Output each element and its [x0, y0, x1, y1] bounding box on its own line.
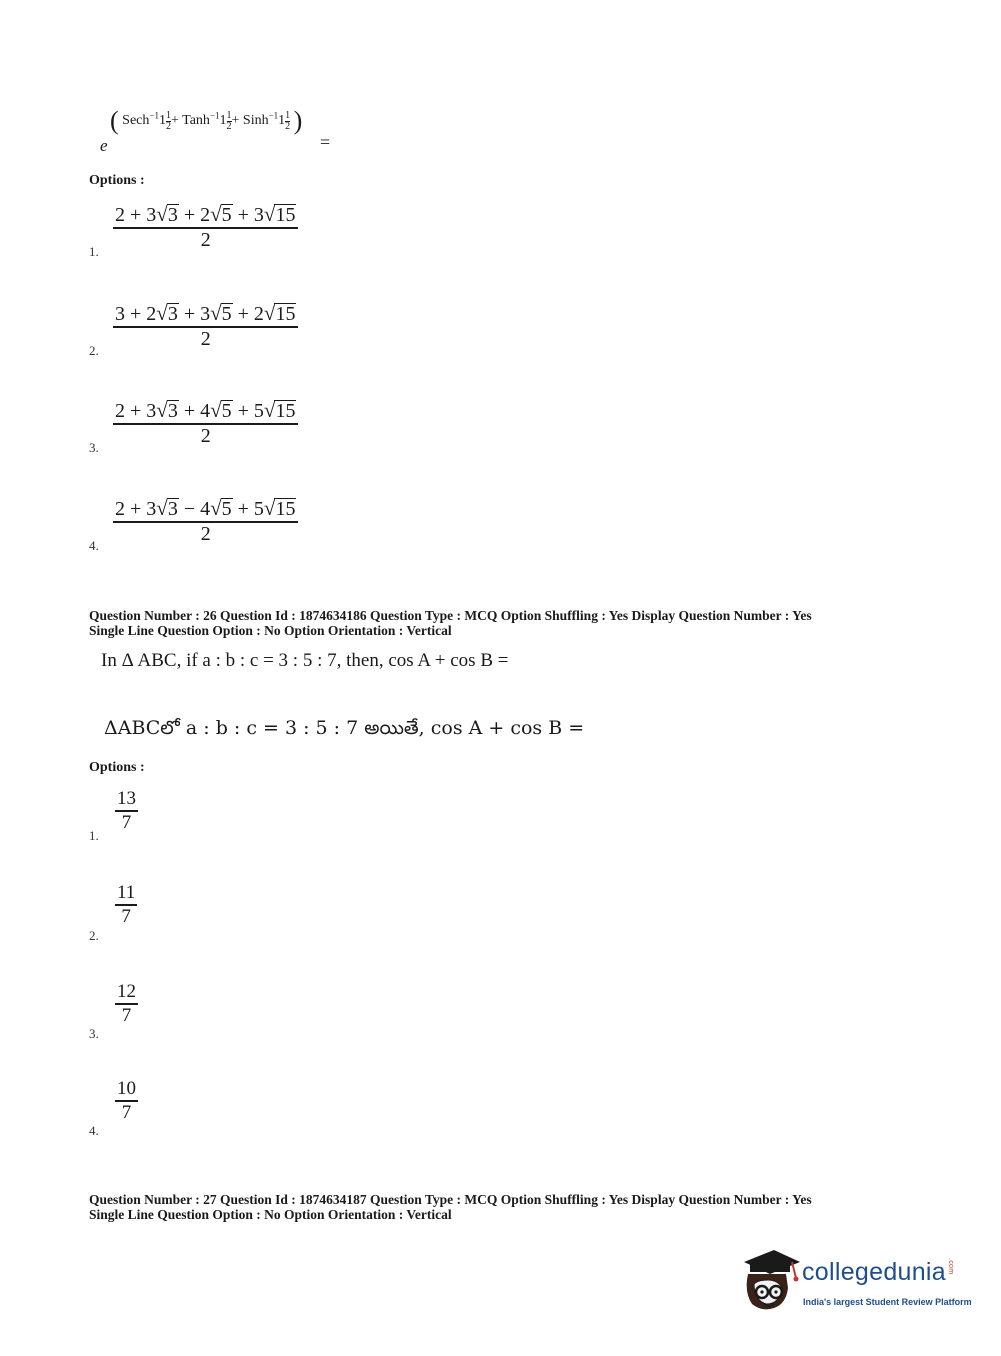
- option-number: 4.: [89, 1123, 99, 1138]
- q26-meta-line-1: Question Number : 26 Question Id : 1874634186 Question Type : MCQ Option Shuffling : Yes Display Question Number : Yes: [89, 608, 812, 623]
- q25-exponent: [110, 106, 302, 136]
- option-fraction: 12 7: [117, 981, 136, 1026]
- logo-suffix: .com: [947, 1258, 954, 1275]
- q26-meta-line-2: Single Line Question Option : No Option Orientation : Vertical: [89, 623, 452, 638]
- q25-term-2: Tanh$^{-1}$1 $\frac{1}{2}$ +: [182, 109, 240, 132]
- q25-term-3: Sinh$^{-1}$1 $\frac{1}{2}$: [242, 109, 291, 132]
- option-fraction: 2 + 3√3 + 4√5 + 5√15 2: [113, 398, 298, 448]
- q26-meta: [89, 608, 812, 638]
- q27-meta-line-2: Single Line Question Option : No Option Orientation : Vertical: [89, 1207, 452, 1222]
- q26-text-english: In Δ ABC, if a : b : c = 3 : 5 : 7, then, cos A + cos B =: [101, 650, 509, 671]
- option-number: 2.: [89, 928, 99, 943]
- option-fraction: 2 + 3√3 + 2√5 + 3√15 2: [113, 202, 298, 252]
- option-number: 4.: [89, 538, 99, 553]
- logo-wordmark: collegedunia.com: [802, 1258, 954, 1286]
- q25-equals: =: [320, 132, 331, 152]
- option-number: 3.: [89, 1026, 99, 1041]
- option-fraction: 11 7: [117, 882, 136, 927]
- q25-expression: [98, 100, 358, 160]
- option-fraction: 3 + 2√3 + 3√5 + 2√15 2: [113, 301, 298, 351]
- q25-base: e: [100, 136, 108, 155]
- q27-meta: [89, 1192, 812, 1222]
- q27-meta-line-1: Question Number : 27 Question Id : 1874634187 Question Type : MCQ Option Shuffling : Yes Display Question Number : Yes: [89, 1192, 812, 1207]
- option-number: 1.: [89, 244, 99, 259]
- q25-options-label: Options :: [89, 173, 145, 188]
- option-number: 3.: [89, 440, 99, 455]
- option-fraction: 13 7: [117, 788, 136, 833]
- logo-tagline: India's largest Student Review Platform: [803, 1297, 972, 1307]
- option-fraction: 2 + 3√3 − 4√5 + 5√15 2: [113, 496, 298, 546]
- option-number: 1.: [89, 828, 99, 843]
- q26-text-telugu: ΔABCలో a : b : c = 3 : 5 : 7 అయితే, cos A + cos B =: [104, 717, 585, 739]
- collegedunia-logo[interactable]: [740, 1248, 970, 1318]
- q25-rparen: ): [293, 106, 303, 135]
- q25-lparen: (: [110, 106, 119, 135]
- option-number: 2.: [89, 343, 99, 358]
- q26-options-label: Options :: [89, 760, 145, 775]
- q25-term-1: Sech$^{-1}$1 $\frac{1}{2}$ +: [122, 109, 179, 132]
- mascot-icon: [740, 1248, 802, 1314]
- option-fraction: 10 7: [117, 1078, 136, 1123]
